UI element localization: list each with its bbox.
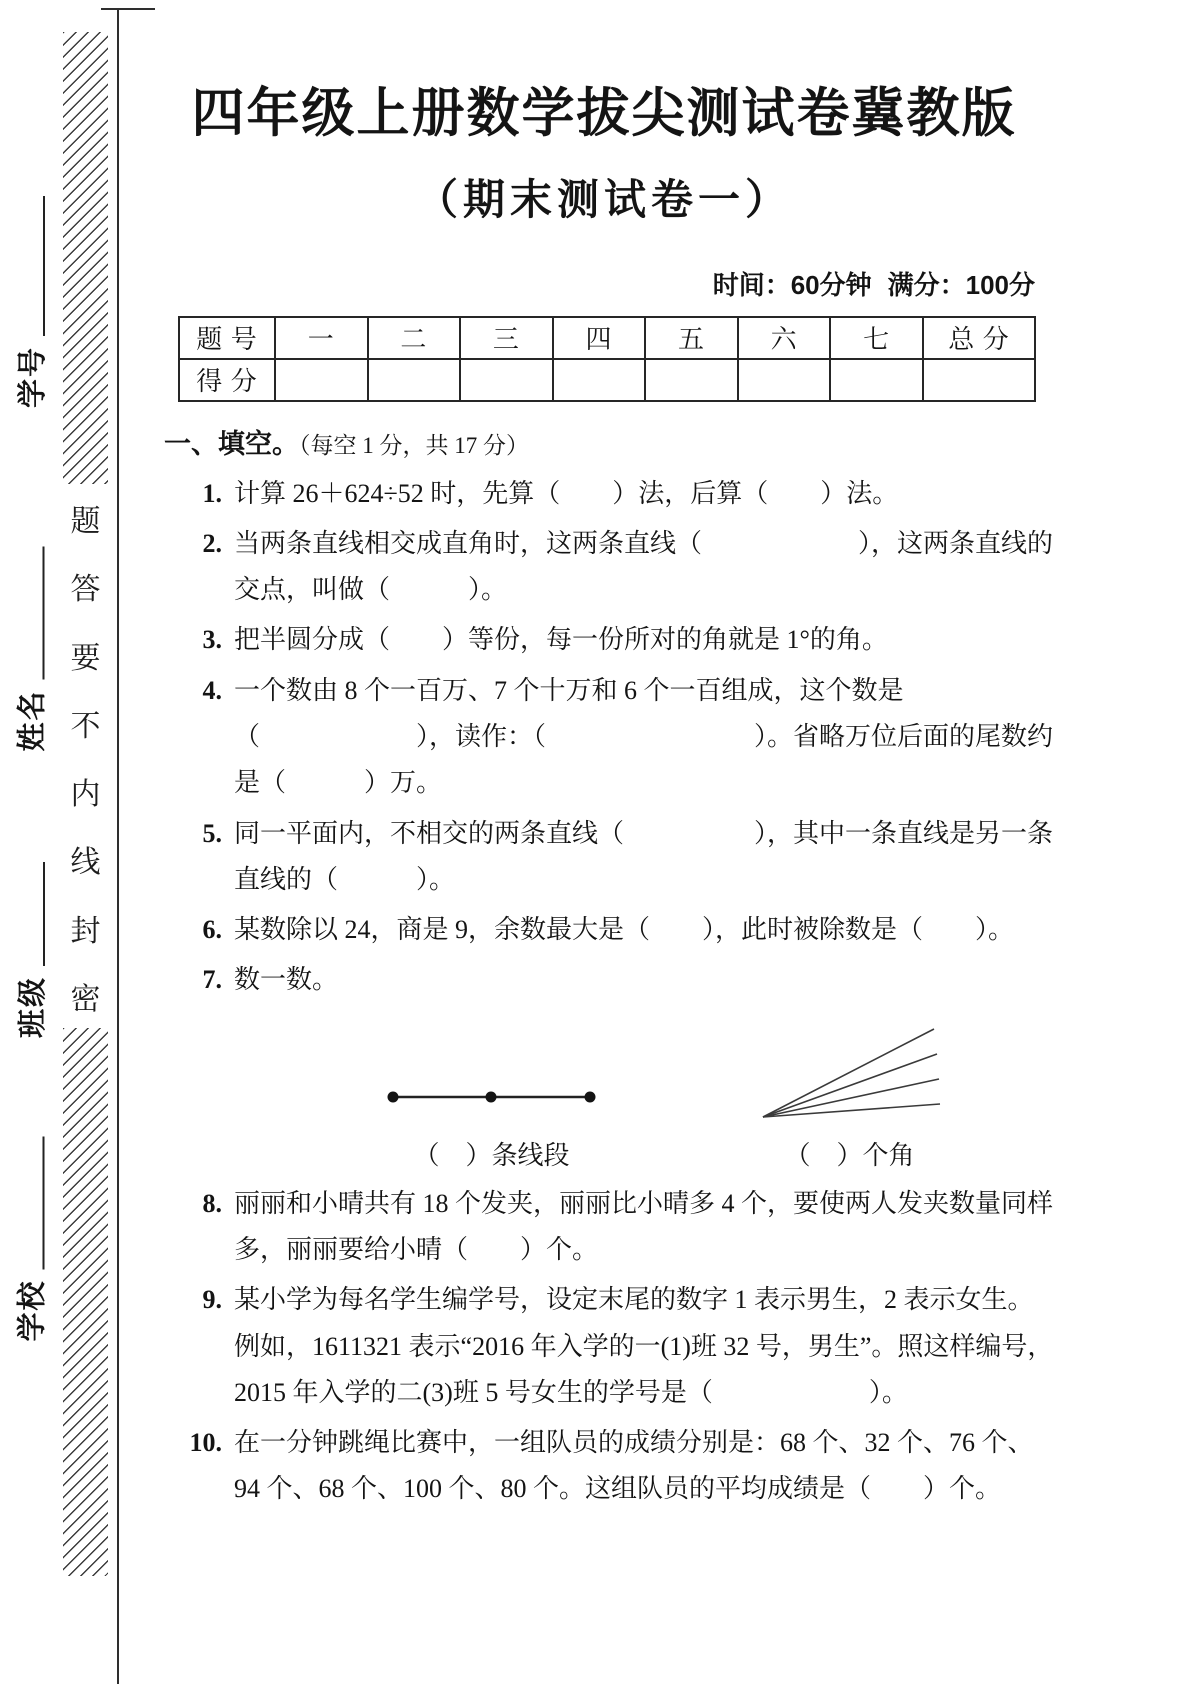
- question-number: 2.: [202, 528, 222, 558]
- score-table-cell: 五: [645, 317, 738, 359]
- full-score: 满分：100分: [887, 269, 1035, 300]
- question-list: [128, 471, 1080, 1513]
- seal-text-char: 密: [70, 982, 101, 1016]
- question-number: 7.: [202, 965, 222, 995]
- score-empty-cell: [923, 359, 1035, 401]
- score-empty-cell: [830, 359, 923, 401]
- question-number: 4.: [202, 675, 222, 705]
- section-title: 一、填空。: [164, 428, 299, 459]
- section-1-heading: [164, 422, 1080, 461]
- question-text: 某数除以 24，商是 9，余数最大是（ ），此时被除数是（ ）。: [234, 915, 1015, 945]
- question-text: 某小学为每名学生编学号，设定末尾的数字 1 表示男生，2 表示女生。例如，1611321 表示“2016 年入学的一(1)班 32 号，男生”。照这样编号，2015 年入学的二(3)班 5 号女生的学号是（ ）。: [234, 1285, 1054, 1407]
- field-label: 学校: [16, 1279, 49, 1342]
- score-empty-cell: [645, 359, 738, 401]
- score-empty-cell: [738, 359, 831, 401]
- field-blank-line: [43, 546, 45, 679]
- field-label: 学号: [17, 345, 50, 408]
- field-blank-line: [43, 196, 45, 336]
- figure-caption: （ ）个角: [784, 1140, 915, 1170]
- question-text: 丽丽和小晴共有 18 个发夹，丽丽比小晴多 4 个，要使两人发夹数量同样多，丽丽要给小晴（ ）个。: [234, 1188, 1054, 1265]
- main-content: [128, 0, 1080, 1517]
- question-number: 1.: [202, 478, 222, 508]
- score-table-cell: 一: [275, 317, 368, 359]
- score-table-cell: 七: [830, 317, 923, 359]
- page-title: 四年级上册数学拔尖测试卷冀教版: [191, 85, 1017, 143]
- question-number: 5.: [202, 818, 222, 848]
- question-5: [128, 811, 1080, 904]
- field-label: 班级: [17, 975, 50, 1038]
- seal-vertical-rule: [117, 8, 119, 1684]
- question-3: [128, 617, 1080, 663]
- score-table-cell: 题 号: [179, 317, 275, 359]
- score-empty-cell: [460, 359, 553, 401]
- score-empty-cell: [368, 359, 461, 401]
- question-number: 8.: [202, 1188, 222, 1218]
- section-note: （每空 1 分，共 17 分）: [299, 432, 529, 458]
- score-empty-cell: [275, 359, 368, 401]
- hatch-pattern-top: [63, 32, 108, 484]
- question-2: [128, 521, 1080, 614]
- figure-caption: （ ）条线段: [413, 1140, 570, 1170]
- score-table-header-row: [179, 317, 1035, 359]
- score-table: [178, 316, 1036, 402]
- question-text: 数一数。: [234, 965, 339, 995]
- field-blank-line: [43, 1136, 45, 1269]
- question-number: 3.: [202, 625, 222, 655]
- score-table-cell: 总 分: [923, 317, 1035, 359]
- score-table-score-row: [179, 359, 1035, 401]
- seal-text-char: 封: [70, 914, 101, 948]
- field-class: [10, 860, 50, 1038]
- seal-text-char: 题: [70, 505, 101, 538]
- seal-text-char: 线: [70, 846, 101, 880]
- seal-text-char: 答: [70, 573, 101, 607]
- question-number: 10.: [189, 1428, 222, 1458]
- question-7: [128, 957, 1080, 1170]
- question-1: [128, 471, 1080, 517]
- question-number: 9.: [202, 1285, 222, 1315]
- score-table-cell: 六: [738, 317, 831, 359]
- field-name: [10, 545, 50, 752]
- seal-text-char: 不: [70, 709, 101, 743]
- hatch-pattern-bottom: [63, 1028, 108, 1576]
- field-student-id: [10, 194, 50, 408]
- score-table-cell: 得 分: [179, 359, 275, 401]
- figure-angles: [757, 1022, 942, 1171]
- question-8: [128, 1181, 1080, 1274]
- score-table-cell: 二: [368, 317, 461, 359]
- page-subtitle: （期末测试卷一）: [415, 177, 792, 224]
- question-text: 把半圆分成（ ）等份，每一份所对的角就是 1°的角。: [234, 625, 888, 655]
- score-table-cell: 三: [460, 317, 553, 359]
- score-empty-cell: [553, 359, 646, 401]
- question-number: 6.: [202, 915, 222, 945]
- question-9: [128, 1277, 1080, 1416]
- field-label: 姓名: [16, 689, 49, 752]
- field-blank-line: [43, 862, 45, 966]
- line-segment-figure: [384, 1072, 599, 1122]
- question-4: [128, 668, 1080, 807]
- time-limit: 时间：60分钟: [712, 269, 872, 300]
- question-7-figures: [384, 1022, 1054, 1171]
- seal-line-text: [63, 496, 108, 1018]
- score-table-cell: 四: [553, 317, 646, 359]
- angles-figure: [757, 1022, 942, 1122]
- question-text: 在一分钟跳绳比赛中，一组队员的成绩分别是：68 个、32 个、76 个、94 个、68 个、100 个、80 个。这组队员的平均成绩是（ ）个。: [234, 1428, 1034, 1504]
- question-10: [128, 1420, 1080, 1513]
- question-text: 计算 26＋624÷52 时，先算（ ）法，后算（ ）法。: [234, 478, 899, 508]
- question-6: [128, 907, 1080, 953]
- seal-text-char: 要: [70, 641, 101, 675]
- field-school: [10, 1135, 50, 1342]
- figure-line-segments: [384, 1072, 599, 1171]
- question-text: 同一平面内，不相交的两条直线（ ），其中一条直线是另一条直线的（ ）。: [234, 818, 1054, 894]
- exam-meta: [128, 265, 1080, 302]
- question-text: 一个数由 8 个一百万、7 个十万和 6 个一百组成，这个数是（ ），读作：（ ）。省略万位后面的尾数约是（ ）万。: [234, 675, 1054, 798]
- question-text: 当两条直线相交成直角时，这两条直线（ ），这两条直线的交点，叫做（ ）。: [234, 528, 1054, 605]
- seal-text-char: 内: [70, 778, 101, 812]
